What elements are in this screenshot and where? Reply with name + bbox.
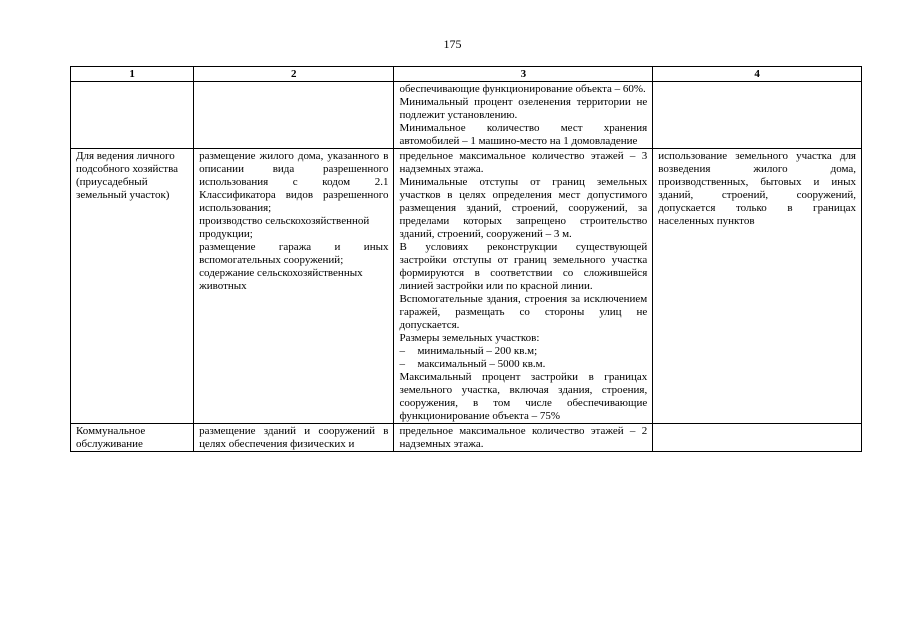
paragraph: Вспомогательные здания, строения за исключением гаражей, размещать со стороны улиц не допускается. xyxy=(399,293,648,331)
header-cell-4: 4 xyxy=(653,67,862,82)
table-row xyxy=(71,82,862,149)
paragraph: производство сельскохозяйственной продукции; xyxy=(199,215,370,240)
page-number: 175 xyxy=(443,37,462,51)
cell-use-name xyxy=(71,82,194,149)
paragraph: содержание сельскохозяйственных животных xyxy=(199,267,363,292)
cell-use-description xyxy=(194,424,394,452)
table-header-row xyxy=(71,67,862,82)
list-item xyxy=(399,345,647,358)
paragraph: Максимальный процент застройки в границах земельного участка, включая здания, строения, сооружения, в том числе обеспечивающие функционирование объекта – 75% xyxy=(399,371,648,422)
paragraph: предельное максимальное количество этажей – 2 надземных этажа. xyxy=(399,425,648,450)
cell-restrictions xyxy=(653,149,862,424)
header-cell-2: 2 xyxy=(194,67,394,82)
cell-use-description xyxy=(194,149,394,424)
paragraph: Размеры земельных участков: xyxy=(399,332,540,344)
cell-restrictions xyxy=(653,424,862,452)
list-dash: – xyxy=(399,358,405,370)
paragraph: Минимальное количество мест хранения автомобилей – 1 машино-место на 1 домовладение xyxy=(399,122,648,147)
header-cell-1: 1 xyxy=(71,67,194,82)
list-dash: – xyxy=(399,345,405,357)
paragraph: предельное максимальное количество этажей – 3 надземных этажа. xyxy=(399,150,648,175)
cell-use-name xyxy=(71,424,194,452)
table-row xyxy=(71,424,862,452)
list-item-text: минимальный – 200 кв.м; xyxy=(417,345,538,357)
paragraph: обеспечивающие функционирование объекта – 60%. xyxy=(399,83,646,95)
list-item-text: максимальный – 5000 кв.м. xyxy=(417,358,546,370)
paragraph: Коммунальное обслуживание xyxy=(76,425,146,450)
paragraph: размещение гаража и иных вспомогательных сооружений; xyxy=(199,241,389,266)
table-row xyxy=(71,149,862,424)
cell-use-description xyxy=(194,82,394,149)
cell-parameters xyxy=(394,424,653,452)
paragraph: размещение зданий и сооружений в целях обеспечения физических и xyxy=(199,425,389,450)
cell-parameters xyxy=(394,149,653,424)
header-cell-3: 3 xyxy=(394,67,653,82)
list-item xyxy=(399,358,647,371)
paragraph: Минимальные отступы от границ земельных участков в целях определения мест допустимого размещения зданий, строений, сооружений, за пределами которых запрещено строительство зданий, строений, сооружений – 3 м. xyxy=(399,176,648,240)
cell-use-name xyxy=(71,149,194,424)
paragraph: Минимальный процент озеленения территории не подлежит установлению. xyxy=(399,96,648,121)
paragraph: В условиях реконструкции существующей застройки отступы от границ земельного участка формируются в соответствии со сложившейся линией застройки или по красной линии. xyxy=(399,241,648,292)
cell-restrictions xyxy=(653,82,862,149)
paragraph: Для ведения личного подсобного хозяйства (приусадебный земельный участок) xyxy=(76,150,179,201)
paragraph: размещение жилого дома, указанного в описании вида разрешенного использования с кодом 2.1 Классификатора видов разрешенного использования; xyxy=(199,150,389,214)
paragraph: использование земельного участка для возведения жилого дома, производственных, бытовых и иных зданий, строений, сооружений, допускается только в границах населенных пунктов xyxy=(658,150,856,227)
regulations-table xyxy=(70,66,862,452)
cell-parameters xyxy=(394,82,653,149)
